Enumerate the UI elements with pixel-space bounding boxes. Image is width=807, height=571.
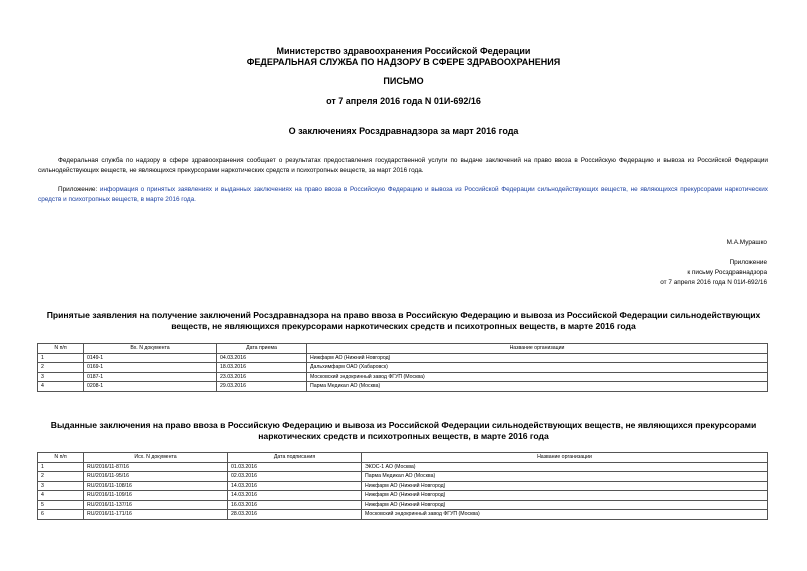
table-cell: 01.03.2016 bbox=[228, 462, 362, 472]
appendix-line: от 7 апреля 2016 года N 01И-692/16 bbox=[660, 279, 767, 286]
table-cell: 1 bbox=[38, 353, 84, 363]
table-cell: 5 bbox=[38, 500, 84, 510]
column-header: Дата приема bbox=[217, 344, 307, 354]
table-row bbox=[38, 382, 768, 392]
column-header: N п/п bbox=[38, 344, 84, 354]
table-cell: RU/2016/11-95/16 bbox=[84, 472, 228, 482]
table-cell: ЭКОС-1 АО (Москва) bbox=[362, 462, 768, 472]
table-cell: 14.03.2016 bbox=[228, 491, 362, 501]
table-cell: 2 bbox=[38, 472, 84, 482]
column-header: Название организации bbox=[307, 344, 768, 354]
appendix-line: к письму Росздравнадзора bbox=[687, 269, 767, 276]
table-row bbox=[38, 510, 768, 520]
conclusions-table bbox=[37, 452, 768, 520]
table-cell: 23.03.2016 bbox=[217, 372, 307, 382]
table-row bbox=[38, 491, 768, 501]
column-header: N п/п bbox=[38, 453, 84, 463]
table-cell: 4 bbox=[38, 491, 84, 501]
table-cell: RU/2016/11-109/16 bbox=[84, 491, 228, 501]
table-row bbox=[38, 372, 768, 382]
column-header: Вх. N документа bbox=[84, 344, 217, 354]
column-header: Название организации bbox=[362, 453, 768, 463]
table-cell: Нижфарм АО (Нижний Новгород) bbox=[362, 500, 768, 510]
table-cell: 0208-1 bbox=[84, 382, 217, 392]
attachment-link[interactable]: информация о принятых заявлениях и выданных заключениях на право ввоза в Российскую Федерацию и вывоза из Российской Федерации сильнодействующих веществ, не являющихся прекурсорами наркотических средств и психотропных веществ, в марте 2016 года. bbox=[38, 186, 768, 203]
table-row bbox=[38, 481, 768, 491]
ministry-name: Министерство здравоохранения Российской Федерации bbox=[276, 46, 531, 56]
table-cell: 4 bbox=[38, 382, 84, 392]
applications-table bbox=[37, 343, 768, 392]
document-type: ПИСЬМО bbox=[383, 76, 424, 86]
table-cell: 0169-1 bbox=[84, 363, 217, 373]
table2-title: Выданные заключения на право ввоза в Российскую Федерацию и вывоза из Российской Федерации сильнодействующих веществ, не являющихся прекурсорами наркотических средств и психотропных веществ, в марте 2016 года bbox=[50, 420, 757, 441]
table-cell: 28.03.2016 bbox=[228, 510, 362, 520]
table-cell: 0187-1 bbox=[84, 372, 217, 382]
table-cell: Нижфарм АО (Нижний Новгород) bbox=[307, 353, 768, 363]
appendix-note bbox=[660, 258, 767, 288]
table-cell: 04.03.2016 bbox=[217, 353, 307, 363]
table-row bbox=[38, 472, 768, 482]
appendix-line: Приложение bbox=[729, 259, 767, 266]
table-row bbox=[38, 462, 768, 472]
table-cell: RU/2016/11-108/16 bbox=[84, 481, 228, 491]
signature: М.А.Мурашко bbox=[726, 239, 767, 246]
document-date-number: от 7 апреля 2016 года N 01И-692/16 bbox=[326, 96, 481, 106]
table-cell: 16.03.2016 bbox=[228, 500, 362, 510]
table-row bbox=[38, 500, 768, 510]
column-header: Исх. N документа bbox=[84, 453, 228, 463]
table-cell: Московский эндокринный завод ФГУП (Москва) bbox=[307, 372, 768, 382]
table-header-row bbox=[38, 453, 768, 463]
table-cell: 3 bbox=[38, 372, 84, 382]
table-cell: RU/2016/11-171/16 bbox=[84, 510, 228, 520]
table-header-row bbox=[38, 344, 768, 354]
table-cell: RU/2016/11-137/16 bbox=[84, 500, 228, 510]
table-cell: 14.03.2016 bbox=[228, 481, 362, 491]
table-cell: 2 bbox=[38, 363, 84, 373]
table-cell: 02.03.2016 bbox=[228, 472, 362, 482]
service-name: ФЕДЕРАЛЬНАЯ СЛУЖБА ПО НАДЗОРУ В СФЕРЕ ЗДРАВООХРАНЕНИЯ bbox=[246, 57, 561, 67]
attachment-prefix: Приложение: bbox=[58, 186, 98, 193]
table-cell: 0149-1 bbox=[84, 353, 217, 363]
table-cell: 18.03.2016 bbox=[217, 363, 307, 373]
attachment-paragraph bbox=[38, 185, 768, 204]
table-cell: 6 bbox=[38, 510, 84, 520]
table-cell: 1 bbox=[38, 462, 84, 472]
document-subject: О заключениях Росздравнадзора за март 2016 года bbox=[288, 126, 519, 136]
table-cell: Нижфарм АО (Нижний Новгород) bbox=[362, 491, 768, 501]
table-cell: 29.03.2016 bbox=[217, 382, 307, 392]
table-cell: RU/2016/11-87/16 bbox=[84, 462, 228, 472]
table-cell: 3 bbox=[38, 481, 84, 491]
table1-title: Принятые заявления на получение заключений Росздравнадзора на право ввоза в Российскую Федерацию и вывоза из Российской Федерации сильнодействующих веществ, не являющихся прекурсорами наркотических средств и психотропных веществ, в марте 2016 года bbox=[46, 310, 761, 331]
table-row bbox=[38, 363, 768, 373]
table-cell: Нижфарм АО (Нижний Новгород) bbox=[362, 481, 768, 491]
table-cell: Дальхимфарм ОАО (Хабаровск) bbox=[307, 363, 768, 373]
table-cell: Парма Медикал АО (Москва) bbox=[307, 382, 768, 392]
table-cell: Парма Медикал АО (Москва) bbox=[362, 472, 768, 482]
column-header: Дата подписания bbox=[228, 453, 362, 463]
table-cell: Московский эндокринный завод ФГУП (Москва) bbox=[362, 510, 768, 520]
table-row bbox=[38, 353, 768, 363]
body-paragraph: Федеральная служба по надзору в сфере здравоохранения сообщает о результатах предоставления государственной услуги по выдаче заключений на право ввоза в Российскую Федерацию и вывоза из Российской Федерации сильнодействующих веществ, не являющихся прекурсорами наркотических средств и психотропных веществ, за март 2016 года. bbox=[38, 157, 768, 174]
